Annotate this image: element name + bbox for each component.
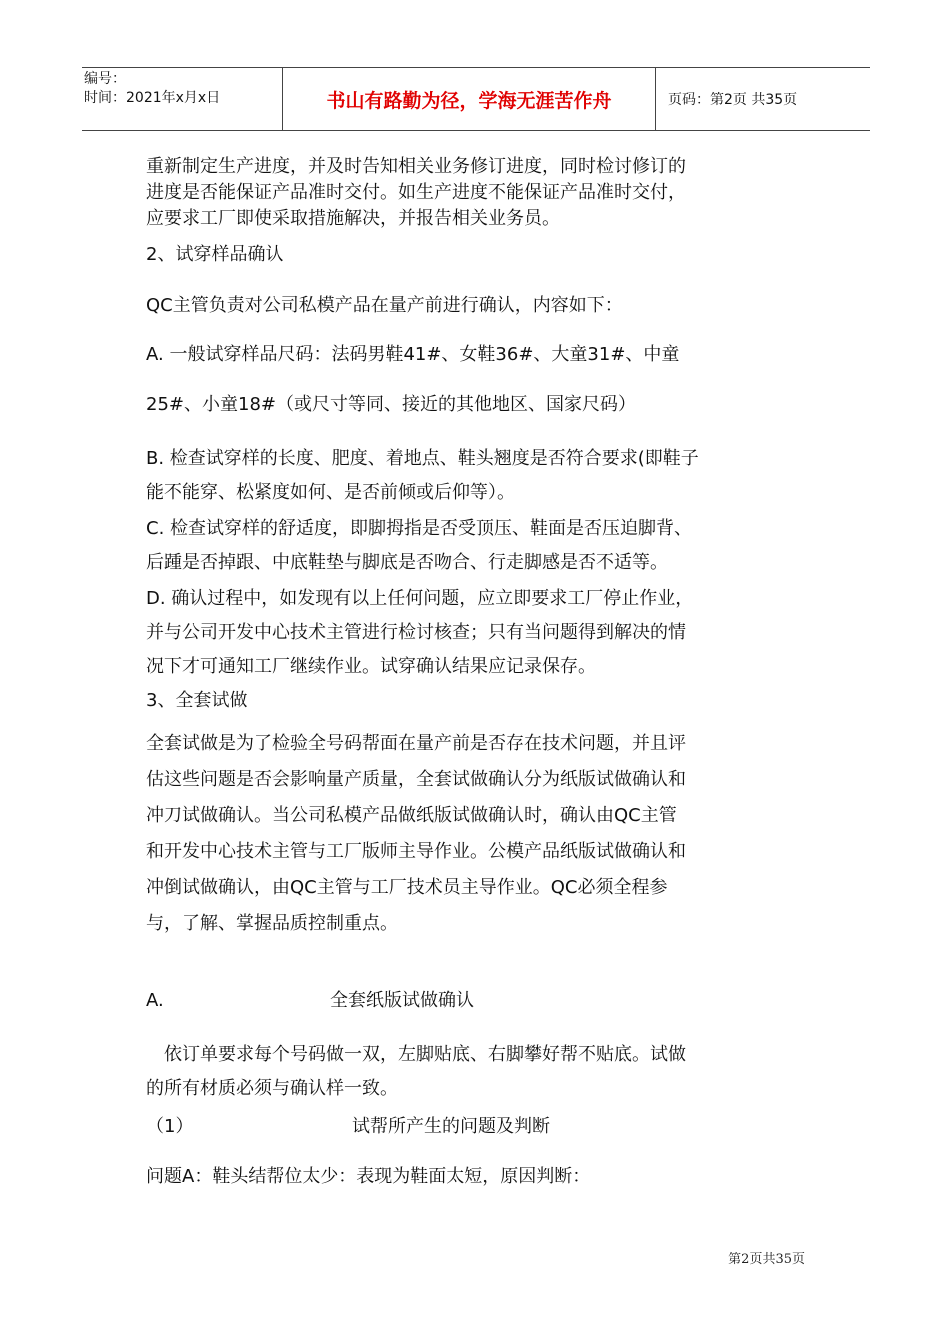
text-line: 冲倒试做确认，由QC主管与工厂技术员主导作业。QC必须全程参: [146, 877, 668, 898]
header-motto: 书山有路勤为径，学海无涯苦作舟: [283, 68, 656, 130]
section-a-heading: [146, 988, 474, 1013]
text-line: D. 确认过程中，如发现有以上任何问题，应立即要求工厂停止作业，: [146, 588, 694, 609]
section-a-label: A.: [146, 990, 164, 1011]
subsection-1-label: （1）: [146, 1116, 194, 1137]
doc-number-label: 编号：: [84, 71, 126, 87]
header-table: [82, 67, 870, 131]
text-line: 进度是否能保证产品准时交付。如生产进度不能保证产品准时交付，: [146, 182, 686, 203]
text-line: B. 检查试穿样的长度、肥度、着地点、鞋头翘度是否符合要求(即鞋子: [146, 448, 699, 469]
text-line: 后踵是否掉跟、中底鞋垫与脚底是否吻合、行走脚感是否不适等。: [146, 552, 668, 573]
problem-a: 问题A：鞋头结帮位太少：表现为鞋面太短，原因判断：: [146, 1166, 591, 1187]
item-b: [146, 442, 699, 510]
header-page-label: 页码：第2页 共35页: [668, 92, 798, 108]
doc-time-label: 时间：2021年x月x日: [84, 90, 221, 106]
subsection-1-heading: [146, 1114, 550, 1139]
heading-2: 2、试穿样品确认: [146, 244, 284, 265]
text-line: 冲刀试做确认。当公司私模产品做纸版试做确认时，确认由QC主管: [146, 805, 677, 826]
text-line: 和开发中心技术主管与工厂版师主导作业。公模产品纸版试做确认和: [146, 841, 686, 862]
paragraph-3: [146, 726, 686, 942]
text-line: 并与公司开发中心技术主管进行检讨核查；只有当问题得到解决的情: [146, 622, 686, 643]
item-a-line-2: 25#、小童18#（或尺寸等同、接近的其他地区、国家尺码）: [146, 394, 636, 415]
paragraph-4: [146, 1038, 686, 1106]
text-line: 估这些问题是否会影响量产质量，全套试做确认分为纸版试做确认和: [146, 769, 686, 790]
text-line: 依订单要求每个号码做一双，左脚贴底、右脚攀好帮不贴底。试做: [146, 1044, 686, 1065]
text-line: C. 检查试穿样的舒适度，即脚拇指是否受顶压、鞋面是否压迫脚背、: [146, 518, 693, 539]
text-line: 全套试做是为了检验全号码帮面在量产前是否存在技术问题，并且评: [146, 733, 686, 754]
subsection-1-title: 试帮所产生的问题及判断: [352, 1116, 550, 1137]
item-c: [146, 512, 692, 580]
text-line: 应要求工厂即使采取措施解决，并报告相关业务员。: [146, 208, 560, 229]
text-line: 重新制定生产进度，并及时告知相关业务修订进度，同时检讨修订的: [146, 156, 686, 177]
header-meta: [82, 68, 283, 130]
item-d: [146, 582, 693, 684]
heading-3: 3、全套试做: [146, 690, 248, 711]
paragraph-1: [146, 154, 686, 232]
intro-paragraph: QC主管负责对公司私模产品在量产前进行确认，内容如下：: [146, 295, 623, 316]
text-line: 与，了解、掌握品质控制重点。: [146, 913, 398, 934]
page-footer: 第2页共35页: [728, 1252, 805, 1267]
text-line: 况下才可通知工厂继续作业。试穿确认结果应记录保存。: [146, 656, 596, 677]
item-a-line-1: A. 一般试穿样品尺码：法码男鞋41#、女鞋36#、大童31#、中童: [146, 344, 680, 365]
text-line: 能不能穿、松紧度如何、是否前倾或后仰等）。: [146, 482, 515, 503]
section-a-title: 全套纸版试做确认: [330, 990, 474, 1011]
text-line: 的所有材质必须与确认样一致。: [146, 1078, 398, 1099]
